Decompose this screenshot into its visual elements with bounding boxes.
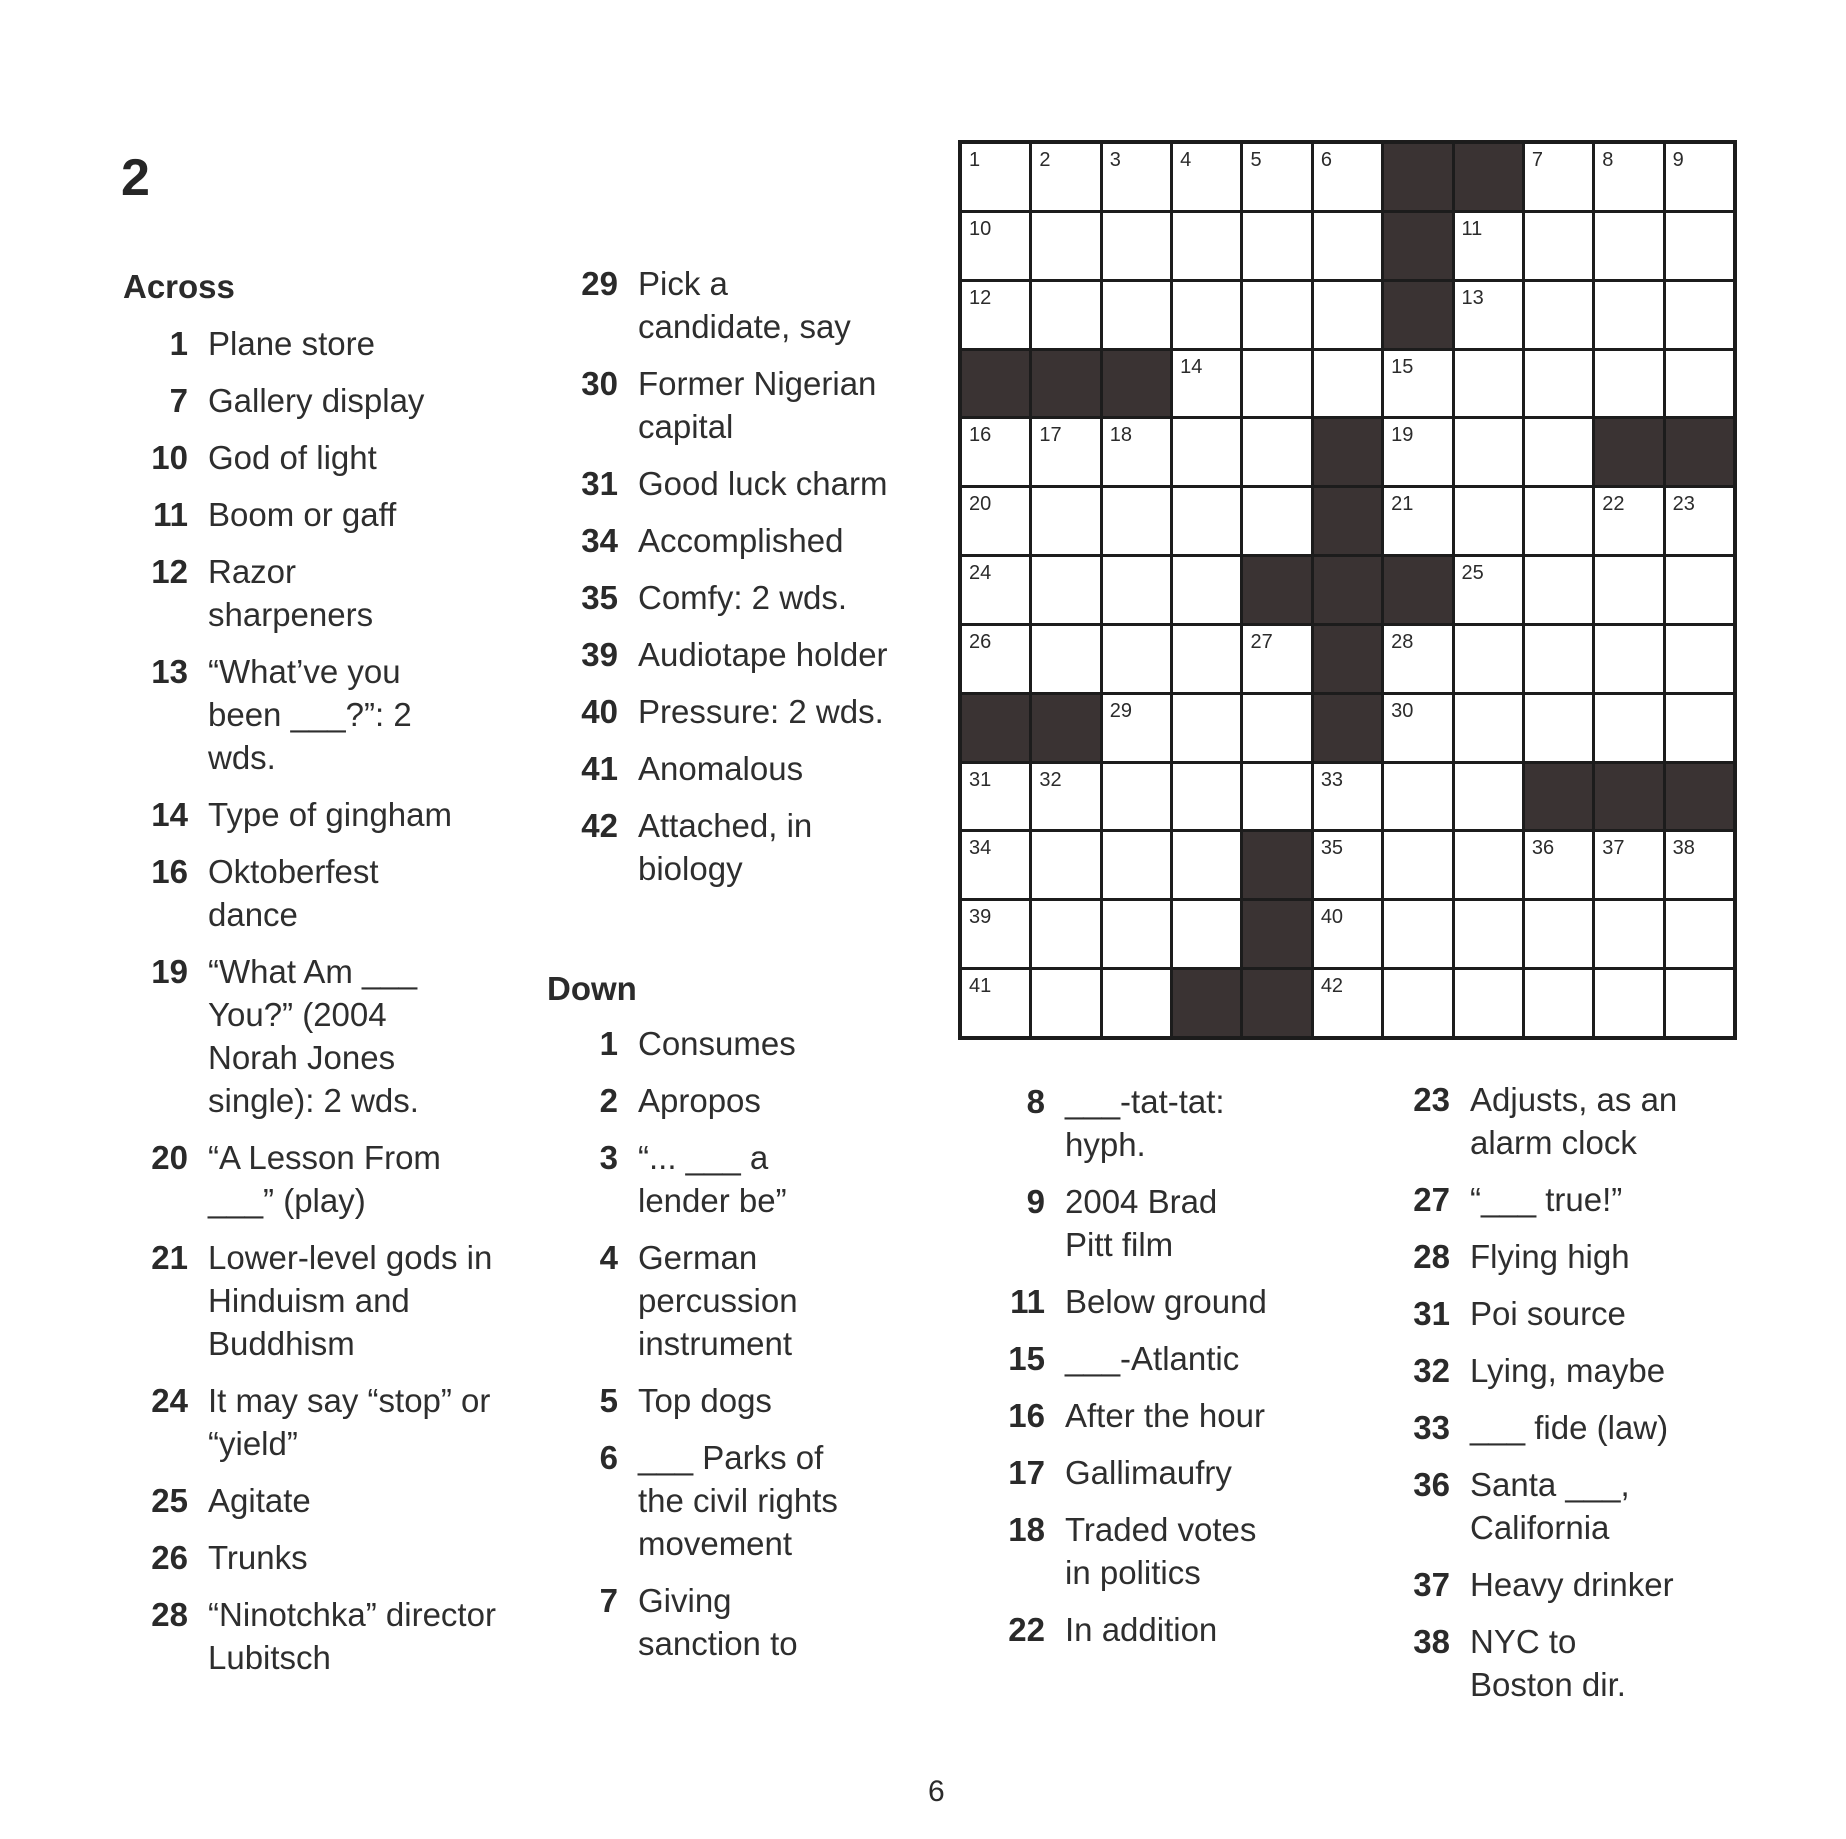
grid-cell[interactable] [1173, 557, 1240, 623]
black-square [1314, 419, 1381, 485]
cell-number: 38 [1672, 837, 1695, 860]
black-square [1384, 282, 1451, 348]
cell-number: 29 [1109, 699, 1132, 722]
cell-number: 21 [1391, 493, 1414, 516]
clue-down[interactable]: 11 Below ground [1010, 1283, 1267, 1320]
grid-cell[interactable] [1243, 764, 1310, 830]
clue-down[interactable]: 28 Flying high [1413, 1238, 1630, 1275]
grid-cell[interactable] [962, 557, 1029, 623]
grid-cell[interactable] [1384, 419, 1451, 485]
clue-across[interactable]: 13 “What’ve you been ___?”: 2 wds. [151, 653, 412, 776]
cell-number: 1 [969, 149, 981, 171]
grid-cell[interactable] [1455, 213, 1522, 279]
grid-cell[interactable] [1032, 213, 1099, 279]
cell-number: 11 [1461, 217, 1483, 240]
cell-number: 37 [1602, 837, 1625, 860]
grid-cell[interactable] [1666, 144, 1733, 210]
clue-across[interactable]: 41 Anomalous [581, 750, 804, 787]
grid-cell[interactable] [1666, 282, 1733, 348]
cell-number: 36 [1531, 837, 1555, 860]
grid-cell[interactable] [1173, 213, 1240, 279]
cell-number: 28 [1391, 630, 1414, 653]
clue-down[interactable]: 7 Giving sanction to [599, 1582, 798, 1662]
black-square [1666, 764, 1733, 830]
grid-cell[interactable] [1314, 901, 1381, 967]
cell-number: 4 [1180, 149, 1192, 171]
grid-cell[interactable] [1103, 695, 1170, 761]
across-clues-col-1 [130, 322, 520, 1693]
grid-cell[interactable] [1455, 764, 1522, 830]
clue-down[interactable]: 18 Traded votes in politics [1008, 1511, 1257, 1591]
black-square [1666, 419, 1733, 485]
black-square [1243, 970, 1310, 1036]
black-square [1314, 557, 1381, 623]
clue-across[interactable]: 12 Razor sharpeners [151, 553, 374, 633]
black-square [1525, 764, 1592, 830]
cell-number: 41 [969, 975, 992, 998]
clue-down[interactable]: 17 Gallimaufry [1008, 1454, 1232, 1491]
clue-down[interactable]: 37 Heavy drinker [1413, 1566, 1674, 1603]
clue-across[interactable]: 1 Plane store [169, 325, 375, 362]
grid-cell[interactable] [1103, 832, 1170, 898]
black-square [1243, 901, 1310, 967]
clue-across[interactable]: 39 Audiotape holder [581, 636, 888, 673]
grid-cell[interactable] [1243, 351, 1310, 417]
cell-number: 2 [1039, 149, 1051, 171]
clue-down[interactable]: 22 In addition [1008, 1611, 1218, 1648]
grid-cell[interactable] [1525, 282, 1592, 348]
grid-cell[interactable] [1666, 626, 1733, 692]
clue-down[interactable]: 31 Poi source [1413, 1295, 1626, 1332]
clue-down[interactable]: 6 ___ Parks of the civil rights movement [599, 1439, 838, 1562]
grid-cell[interactable] [1525, 419, 1592, 485]
cell-number: 26 [969, 630, 992, 653]
clue-down[interactable]: 36 Santa ___, California [1413, 1466, 1630, 1546]
cell-number: 5 [1250, 149, 1262, 171]
grid-cell[interactable] [1103, 488, 1170, 554]
grid-cell[interactable] [1384, 970, 1451, 1036]
grid-cell[interactable] [1666, 351, 1733, 417]
black-square [1384, 213, 1451, 279]
grid-cell[interactable] [1384, 901, 1451, 967]
grid-cell[interactable] [1243, 488, 1310, 554]
grid-cell[interactable] [1173, 764, 1240, 830]
grid-cell[interactable] [1595, 832, 1662, 898]
clue-across[interactable]: 21 Lower-level gods in Hinduism and Buddhism [151, 1239, 493, 1362]
cell-number: 6 [1320, 149, 1332, 171]
grid-cell[interactable] [962, 764, 1029, 830]
cell-number: 31 [969, 768, 992, 791]
grid-cell[interactable] [1314, 351, 1381, 417]
black-square [1314, 695, 1381, 761]
puzzle-number: 2 [121, 149, 150, 207]
clue-across[interactable]: 25 Agitate [151, 1482, 311, 1519]
black-square [962, 351, 1029, 417]
clue-across[interactable]: 20 “A Lesson From ___” (play) [151, 1139, 441, 1219]
grid-cell[interactable] [1032, 970, 1099, 1036]
black-square [1595, 764, 1662, 830]
grid-cell[interactable] [1666, 213, 1733, 279]
grid-cell[interactable] [1103, 557, 1170, 623]
grid-cell[interactable] [1173, 626, 1240, 692]
grid-cell[interactable] [1666, 970, 1733, 1036]
cell-number: 14 [1180, 355, 1203, 378]
cell-number: 7 [1531, 149, 1544, 171]
clue-down[interactable]: 27 “___ true!” [1413, 1181, 1623, 1218]
grid-cell[interactable] [1525, 901, 1592, 967]
clue-across[interactable]: 28 “Ninotchka” director Lubitsch [151, 1596, 496, 1676]
grid-cell[interactable] [1525, 557, 1592, 623]
clue-across[interactable]: 35 Comfy: 2 wds. [581, 579, 848, 616]
grid-cell[interactable] [1103, 419, 1170, 485]
black-square [1032, 695, 1099, 761]
grid-cell[interactable] [1243, 626, 1310, 692]
cell-number: 12 [969, 286, 992, 309]
black-square [1384, 557, 1451, 623]
cell-number: 10 [969, 217, 992, 240]
clue-across[interactable]: 30 Former Nigerian capital [581, 365, 877, 445]
grid-cell[interactable] [1032, 488, 1099, 554]
clue-down[interactable]: 3 “... ___ a lender be” [599, 1139, 787, 1219]
grid-cell[interactable] [1032, 557, 1099, 623]
grid-cell[interactable] [1103, 764, 1170, 830]
black-square [1455, 144, 1522, 210]
grid-cell[interactable] [1314, 144, 1381, 210]
cell-number: 3 [1109, 149, 1121, 171]
cell-number: 30 [1391, 699, 1414, 722]
grid-cell[interactable] [1455, 419, 1522, 485]
grid-cell[interactable] [1595, 901, 1662, 967]
grid-cell[interactable] [1455, 901, 1522, 967]
down-clues-col-2 [995, 1080, 1335, 1665]
cell-number: 42 [1320, 975, 1344, 998]
black-square [1595, 419, 1662, 485]
across-clues-col-2 [556, 262, 906, 904]
clue-across[interactable]: 14 Type of gingham [151, 796, 452, 833]
grid-cell[interactable] [1455, 282, 1522, 348]
grid-cell[interactable] [1666, 557, 1733, 623]
clue-across[interactable]: 7 Gallery display [169, 382, 425, 419]
grid-cell[interactable] [962, 901, 1029, 967]
black-square [1243, 832, 1310, 898]
grid-cell[interactable] [1384, 695, 1451, 761]
grid-cell[interactable] [1525, 488, 1592, 554]
grid-cell[interactable] [1032, 626, 1099, 692]
clue-down[interactable]: 23 Adjusts, as an alarm clock [1413, 1081, 1678, 1161]
grid-cell[interactable] [1032, 901, 1099, 967]
cell-number: 32 [1039, 768, 1062, 791]
black-square [1243, 557, 1310, 623]
clue-across[interactable]: 16 Oktoberfest dance [151, 853, 379, 933]
grid-cell[interactable] [1103, 970, 1170, 1036]
page-number: 6 [928, 1775, 945, 1808]
cell-number: 8 [1602, 149, 1614, 171]
black-square [1314, 488, 1381, 554]
grid-cell[interactable] [1384, 832, 1451, 898]
grid-cell[interactable] [1595, 488, 1662, 554]
grid-cell[interactable] [1173, 901, 1240, 967]
grid-cell[interactable] [1384, 351, 1451, 417]
grid-cell[interactable] [1173, 419, 1240, 485]
cell-number: 17 [1039, 424, 1062, 447]
cell-number: 35 [1320, 837, 1344, 860]
grid-cell[interactable] [962, 213, 1029, 279]
grid-cell[interactable] [1243, 213, 1310, 279]
grid-cell[interactable] [1595, 557, 1662, 623]
clue-down[interactable]: 38 NYC to Boston dir. [1413, 1623, 1626, 1703]
grid-cell[interactable] [1666, 901, 1733, 967]
cell-number: 25 [1461, 562, 1484, 585]
grid-cell[interactable] [1525, 626, 1592, 692]
clue-down[interactable]: 8 ___-tat-tat: hyph. [1026, 1083, 1225, 1163]
grid-cell[interactable] [1103, 213, 1170, 279]
grid-cell[interactable] [1666, 695, 1733, 761]
grid-cell[interactable] [1595, 626, 1662, 692]
grid-cell[interactable] [1032, 282, 1099, 348]
grid-cell[interactable] [1314, 282, 1381, 348]
grid-cell[interactable] [1243, 282, 1310, 348]
grid-cell[interactable] [1243, 419, 1310, 485]
grid-cell[interactable] [1103, 144, 1170, 210]
cell-number: 15 [1391, 355, 1414, 378]
black-square [1314, 626, 1381, 692]
clue-down[interactable]: 1 Consumes [599, 1025, 796, 1062]
clue-across[interactable]: 19 “What Am ___ You?” (2004 Norah Jones single): 2 wds. [151, 953, 419, 1119]
clue-down[interactable]: 33 ___ fide (law) [1413, 1409, 1669, 1446]
clue-down[interactable]: 9 2004 Brad Pitt film [1026, 1183, 1218, 1263]
grid-cell[interactable] [1666, 832, 1733, 898]
across-heading: Across [123, 268, 235, 305]
black-square [1173, 970, 1240, 1036]
clue-across[interactable]: 29 Pick a candidate, say [581, 265, 851, 345]
grid-cell[interactable] [1314, 970, 1381, 1036]
grid-cell[interactable] [1243, 695, 1310, 761]
grid-cell[interactable] [1384, 764, 1451, 830]
cell-number: 27 [1250, 630, 1273, 653]
cell-number: 20 [969, 493, 992, 516]
clue-down[interactable]: 15 ___-Atlantic [1008, 1340, 1240, 1377]
grid-cell[interactable] [1032, 764, 1099, 830]
clue-across[interactable]: 31 Good luck charm [581, 465, 888, 502]
clue-down[interactable]: 4 German percussion instrument [599, 1239, 798, 1362]
grid-cell[interactable] [1173, 282, 1240, 348]
cell-number: 34 [969, 837, 992, 860]
cell-number: 22 [1602, 493, 1625, 516]
grid-cell[interactable] [1595, 282, 1662, 348]
grid-cell[interactable] [1525, 213, 1592, 279]
grid-cell[interactable] [962, 488, 1029, 554]
black-square [1384, 144, 1451, 210]
grid-cell[interactable] [1525, 351, 1592, 417]
clue-down[interactable]: 2 Apropos [599, 1082, 761, 1119]
grid-cell[interactable] [1455, 695, 1522, 761]
grid-cell[interactable] [1173, 351, 1240, 417]
cell-number: 39 [969, 906, 992, 929]
grid-cell[interactable] [962, 832, 1029, 898]
grid-cell[interactable] [1455, 626, 1522, 692]
black-square [1103, 351, 1170, 417]
grid-cell[interactable] [962, 282, 1029, 348]
grid-cell[interactable] [962, 970, 1029, 1036]
grid-cell[interactable] [1173, 832, 1240, 898]
clue-across[interactable]: 40 Pressure: 2 wds. [581, 693, 884, 730]
grid-cell[interactable] [1595, 351, 1662, 417]
grid-cell[interactable] [1666, 488, 1733, 554]
clue-across[interactable]: 34 Accomplished [581, 522, 844, 559]
cell-number: 40 [1320, 906, 1344, 929]
clue-across[interactable]: 11 Boom or gaff [153, 496, 397, 533]
grid-cell[interactable] [1525, 695, 1592, 761]
clue-across[interactable]: 24 It may say “stop” or “yield” [151, 1382, 491, 1462]
grid-cell[interactable] [1314, 832, 1381, 898]
cell-number: 23 [1672, 493, 1695, 516]
cell-number: 9 [1672, 149, 1684, 171]
down-heading: Down [547, 970, 637, 1007]
grid-cell[interactable] [1384, 626, 1451, 692]
grid-cell[interactable] [1595, 144, 1662, 210]
grid-cell[interactable] [962, 419, 1029, 485]
cell-number: 24 [969, 562, 992, 585]
black-square [962, 695, 1029, 761]
clue-across[interactable]: 26 Trunks [151, 1539, 308, 1576]
grid-cell[interactable] [1314, 213, 1381, 279]
grid-cell[interactable] [1173, 488, 1240, 554]
crossword-grid [958, 140, 1737, 1040]
grid-cell[interactable] [1455, 970, 1522, 1036]
down-clues-col-1 [556, 1022, 896, 1679]
clue-across[interactable]: 42 Attached, in biology [581, 807, 813, 887]
cell-number: 13 [1461, 286, 1484, 309]
grid-cell[interactable] [1032, 419, 1099, 485]
grid-cell[interactable] [1525, 144, 1592, 210]
clue-down[interactable]: 5 Top dogs [599, 1382, 772, 1419]
grid-cell[interactable] [1243, 144, 1310, 210]
cell-number: 16 [969, 424, 992, 447]
grid-cell[interactable] [1103, 282, 1170, 348]
cell-number: 33 [1320, 768, 1344, 791]
grid-cell[interactable] [1525, 970, 1592, 1036]
clue-down[interactable]: 32 Lying, maybe [1413, 1352, 1666, 1389]
grid-cell[interactable] [1595, 695, 1662, 761]
grid-cell[interactable] [1173, 695, 1240, 761]
clue-across[interactable]: 10 God of light [151, 439, 377, 476]
grid-cell[interactable] [962, 144, 1029, 210]
grid-cell[interactable] [1455, 557, 1522, 623]
down-clues-col-3 [1398, 1078, 1738, 1720]
black-square [1032, 351, 1099, 417]
grid-cell[interactable] [1525, 832, 1592, 898]
grid-cell[interactable] [1173, 144, 1240, 210]
grid-cell[interactable] [1032, 144, 1099, 210]
cell-number: 19 [1391, 424, 1414, 447]
grid-cell[interactable] [1455, 832, 1522, 898]
cell-number: 18 [1109, 424, 1132, 447]
grid-cell[interactable] [1595, 970, 1662, 1036]
grid-cell[interactable] [1455, 488, 1522, 554]
grid-cell[interactable] [1455, 351, 1522, 417]
grid-cell[interactable] [1314, 764, 1381, 830]
grid-cell[interactable] [1384, 488, 1451, 554]
grid-cell[interactable] [962, 626, 1029, 692]
grid-cell[interactable] [1595, 213, 1662, 279]
grid-cell[interactable] [1103, 901, 1170, 967]
grid-cell[interactable] [1032, 832, 1099, 898]
grid-cell[interactable] [1103, 626, 1170, 692]
clue-down[interactable]: 16 After the hour [1008, 1397, 1265, 1434]
